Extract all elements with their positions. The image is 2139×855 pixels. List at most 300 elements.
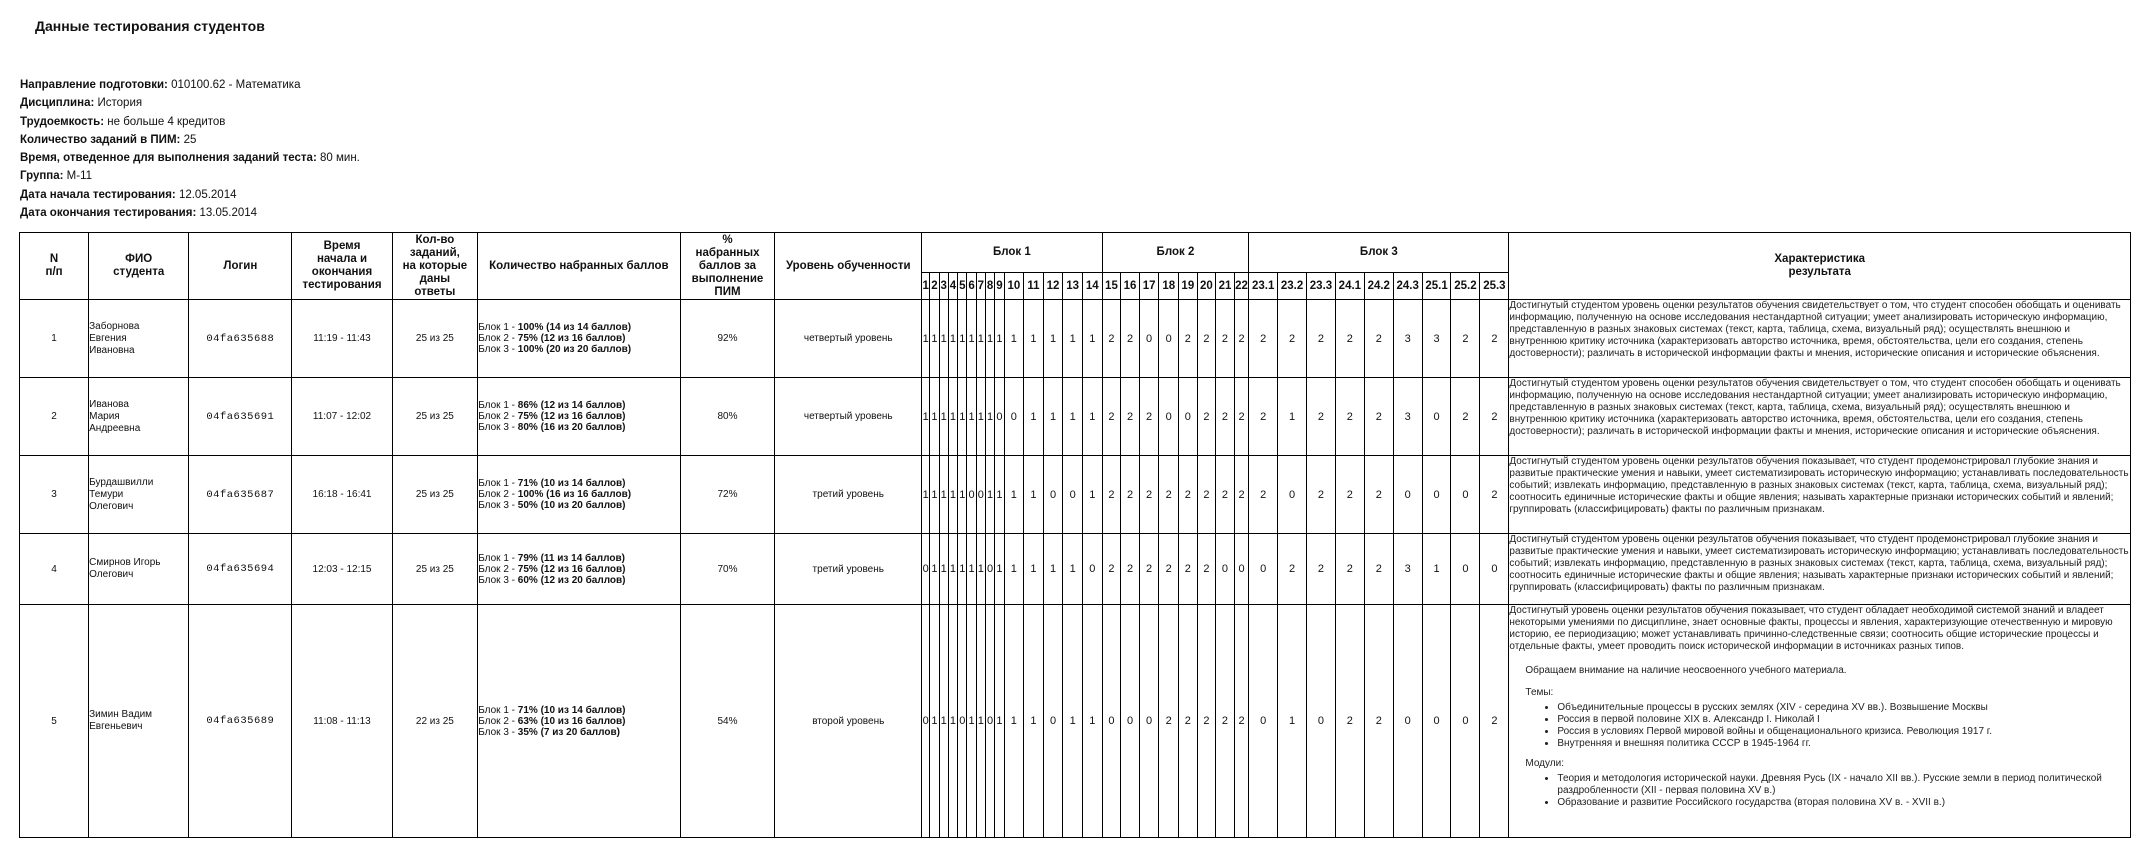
training-level: четвертый уровень — [775, 378, 922, 456]
meta-label: Группа: — [20, 170, 64, 183]
percent-score: 54% — [680, 605, 775, 838]
modules-list — [1509, 773, 2130, 809]
question-score: 3 — [1393, 300, 1422, 378]
header-login: Логин — [189, 233, 292, 300]
question-score: 1 — [1063, 605, 1083, 838]
test-time: 11:19 - 11:43 — [292, 300, 392, 378]
question-score: 0 — [1393, 605, 1422, 838]
header-question: 24.3 — [1393, 273, 1422, 300]
header-question: 10 — [1004, 273, 1024, 300]
question-score: 1 — [948, 456, 957, 534]
header-block-2: Блок 2 — [1102, 233, 1249, 273]
question-score: 1 — [930, 605, 939, 838]
question-score: 1 — [930, 456, 939, 534]
question-score: 0 — [995, 378, 1004, 456]
block-score-line — [478, 489, 679, 500]
question-score: 0 — [1422, 378, 1451, 456]
question-score: 0 — [1004, 378, 1024, 456]
question-score: 0 — [1102, 605, 1121, 838]
question-score: 0 — [967, 456, 976, 534]
header-question: 25.2 — [1451, 273, 1480, 300]
student-name: Иванова Мария Андреевна — [89, 378, 189, 456]
header-question: 23.3 — [1307, 273, 1336, 300]
block-scores — [478, 456, 680, 534]
meta-line — [20, 167, 360, 185]
question-score: 1 — [939, 605, 948, 838]
modules-label: Модули: — [1525, 758, 1564, 769]
header-question: 13 — [1063, 273, 1083, 300]
meta-line — [20, 186, 360, 204]
question-score: 1 — [985, 300, 994, 378]
block-score-label: Блок 3 - — [478, 726, 518, 738]
header-question: 16 — [1121, 273, 1140, 300]
question-score: 0 — [1216, 534, 1235, 605]
question-score: 2 — [1179, 300, 1198, 378]
question-score: 2 — [1197, 534, 1216, 605]
characteristic-text: Достигнутый студентом уровень оценки результатов обучения показывает, что студент продемонстрировал глубокие знания и развитые практические умения и навыки, умеет систематизировать историческую информацию; устанавливать последовательность событий; извлекать информацию, представленную в разных знаковых системах (текст, карта, таблица, схема, визуальный ряд); соотносить единичные исторические факты и общие явления; называть характерные признаки исторических событий и явлений; группировать (классифицировать) факты по различным признакам. — [1509, 534, 2129, 593]
student-name: Зимин Вадим Евгеньевич — [89, 605, 189, 838]
block-score-value: 100% (14 из 14 баллов) — [517, 322, 632, 333]
header-question: 4 — [948, 273, 957, 300]
question-score: 2 — [1234, 300, 1248, 378]
question-score: 2 — [1249, 300, 1278, 378]
result-characteristic — [1509, 300, 2131, 378]
meta-line — [20, 149, 360, 167]
answered-count: 22 из 25 — [392, 605, 478, 838]
module-item: • Образование и развитие Российского государства (вторая половина XV в. - XVII в.) — [1557, 797, 2130, 809]
block-score-label: Блок 3 - — [478, 500, 518, 511]
block-score-line — [478, 322, 679, 333]
question-score: 0 — [1422, 605, 1451, 838]
header-question: 18 — [1159, 273, 1179, 300]
meta-label: Время, отведенное для выполнения заданий теста: — [20, 152, 317, 165]
table-row — [20, 534, 2131, 605]
question-score: 2 — [1364, 456, 1393, 534]
question-score: 1 — [995, 456, 1004, 534]
question-score: 3 — [1393, 534, 1422, 605]
question-score: 2 — [1335, 605, 1364, 838]
question-score: 1 — [948, 605, 957, 838]
header-question: 11 — [1024, 273, 1044, 300]
block-score-label: Блок 2 - — [478, 563, 518, 575]
block-score-value: 86% (12 из 14 баллов) — [517, 400, 626, 411]
question-score: 2 — [1159, 534, 1179, 605]
question-score: 0 — [1159, 378, 1179, 456]
question-score: 0 — [958, 605, 967, 838]
meta-value: 010100.62 - Математика — [171, 79, 301, 91]
question-score: 2 — [1179, 534, 1198, 605]
result-characteristic — [1509, 456, 2131, 534]
training-level: третий уровень — [775, 456, 922, 534]
block-score-value: 80% (16 из 20 баллов) — [517, 422, 626, 433]
table-row — [20, 456, 2131, 534]
question-score: 1 — [1063, 534, 1083, 605]
percent-score: 80% — [680, 378, 775, 456]
block-score-label: Блок 2 - — [478, 489, 518, 500]
question-score: 2 — [1139, 534, 1159, 605]
question-score: 0 — [1063, 456, 1083, 534]
question-score: 1 — [995, 534, 1004, 605]
question-score: 3 — [1393, 378, 1422, 456]
question-score: 1 — [930, 534, 939, 605]
question-score: 1 — [1063, 378, 1083, 456]
question-score: 2 — [1102, 300, 1121, 378]
block-score-label: Блок 3 - — [478, 574, 518, 586]
question-score: 2 — [1216, 456, 1235, 534]
block-score-line — [478, 400, 679, 411]
question-score: 2 — [1249, 378, 1278, 456]
student-login: 04fa635694 — [189, 534, 292, 605]
question-score: 2 — [1307, 534, 1336, 605]
test-time: 16:18 - 16:41 — [292, 456, 392, 534]
question-score: 1 — [967, 300, 976, 378]
question-score: 2 — [1480, 378, 1509, 456]
block-scores — [478, 534, 680, 605]
question-score: 2 — [1364, 300, 1393, 378]
question-score: 2 — [1364, 378, 1393, 456]
question-score: 2 — [1307, 300, 1336, 378]
meta-label: Дата начала тестирования: — [20, 188, 176, 201]
header-question: 8 — [985, 273, 994, 300]
question-score: 2 — [1102, 456, 1121, 534]
question-score: 0 — [1139, 300, 1159, 378]
question-score: 1 — [967, 378, 976, 456]
question-score: 2 — [1451, 300, 1480, 378]
block-score-line — [478, 411, 679, 422]
question-score: 1 — [948, 300, 957, 378]
question-score: 2 — [1102, 378, 1121, 456]
question-score: 1 — [976, 605, 985, 838]
question-score: 1 — [1278, 378, 1307, 456]
header-question: 25.3 — [1480, 273, 1509, 300]
block-score-value: 63% (10 из 16 баллов) — [517, 715, 626, 727]
question-score: 1 — [1024, 300, 1044, 378]
meta-value: М-11 — [66, 170, 93, 183]
header-question: 9 — [995, 273, 1004, 300]
block-score-line — [478, 716, 679, 727]
question-score: 0 — [1480, 534, 1509, 605]
question-score: 1 — [1082, 300, 1102, 378]
question-score: 0 — [976, 456, 985, 534]
answered-count: 25 из 25 — [392, 378, 478, 456]
block-score-value: 75% (12 из 16 баллов) — [517, 563, 626, 575]
block-score-value: 60% (12 из 20 баллов) — [517, 574, 626, 586]
block-score-label: Блок 2 - — [478, 333, 518, 344]
characteristic-text: Достигнутый студентом уровень оценки результатов обучения свидетельствует о том, что студент способен обобщать и оценивать информацию, полученную на основе исследования нестандартной ситуации; умеет анализировать историческую информацию, представленную в разных знаковых системах (текст, карта, таблица, схема, визуальный ряд); осуществлять внешнюю и внутреннюю критику источника (характеризовать авторство источника, время, обстоятельства, цели его создания, степень достоверности); различать в исторической информации факты и мнения, исторические описания и исторические объяснения. — [1509, 300, 2121, 359]
student-name: Заборнова Евгения Ивановна — [89, 300, 189, 378]
question-score: 2 — [1216, 300, 1235, 378]
table-row — [20, 300, 2131, 378]
block-score-label: Блок 1 - — [478, 400, 518, 411]
characteristic-text: Достигнутый уровень оценки результатов обучения показывает, что студент обладает необходимой системой знаний и владеет некоторыми умениями по дисциплине, знает основные факты, процессы и явления, характеризующие отечественную и мировую историю, ее периодизацию; может устанавливать причинно-следственные связи; соотносить общие исторические процессы и отдельные факты, умеет проводить поиск исторической информации в источниках разных типов. — [1509, 605, 2113, 652]
question-score: 1 — [1063, 300, 1083, 378]
block-score-label: Блок 2 - — [478, 715, 518, 727]
row-number: 5 — [20, 605, 89, 838]
question-score: 2 — [1139, 378, 1159, 456]
header-question: 19 — [1179, 273, 1198, 300]
block-score-line — [478, 553, 679, 564]
header-question: 23.2 — [1278, 273, 1307, 300]
block-score-label: Блок 1 - — [478, 704, 518, 716]
question-score: 2 — [1179, 605, 1198, 838]
meta-line — [20, 131, 360, 149]
question-score: 0 — [1043, 605, 1063, 838]
training-level: четвертый уровень — [775, 300, 922, 378]
question-score: 0 — [922, 534, 930, 605]
result-characteristic — [1509, 605, 2131, 838]
question-score: 2 — [1121, 456, 1140, 534]
question-score: 1 — [995, 300, 1004, 378]
question-score: 1 — [930, 300, 939, 378]
student-login: 04fa635687 — [189, 456, 292, 534]
header-question: 20 — [1197, 273, 1216, 300]
meta-value: 13.05.2014 — [199, 207, 258, 220]
question-score: 1 — [1024, 605, 1044, 838]
block-score-value: 71% (10 из 14 баллов) — [517, 478, 626, 489]
header-question: 14 — [1082, 273, 1102, 300]
table-row — [20, 378, 2131, 456]
block-score-line — [478, 564, 679, 575]
row-number: 4 — [20, 534, 89, 605]
question-score: 2 — [1335, 534, 1364, 605]
question-score: 1 — [995, 605, 1004, 838]
question-score: 1 — [1004, 456, 1024, 534]
header-question: 5 — [958, 273, 967, 300]
question-score: 0 — [1393, 456, 1422, 534]
question-score: 1 — [958, 378, 967, 456]
block-scores — [478, 378, 680, 456]
question-score: 2 — [1364, 605, 1393, 838]
meta-line — [20, 204, 360, 222]
header-question: 7 — [976, 273, 985, 300]
question-score: 1 — [1024, 456, 1044, 534]
question-score: 2 — [1159, 456, 1179, 534]
block-score-value: 75% (12 из 16 баллов) — [517, 333, 626, 344]
question-score: 2 — [1335, 456, 1364, 534]
question-score: 1 — [1043, 534, 1063, 605]
question-score: 0 — [1159, 300, 1179, 378]
question-score: 0 — [1451, 605, 1480, 838]
question-score: 2 — [1179, 456, 1198, 534]
test-time: 11:07 - 12:02 — [292, 378, 392, 456]
block-score-line — [478, 705, 679, 716]
question-score: 2 — [1480, 456, 1509, 534]
question-score: 1 — [1278, 605, 1307, 838]
header-level: Уровень обученности — [775, 233, 922, 300]
answered-count: 25 из 25 — [392, 534, 478, 605]
question-score: 1 — [922, 378, 930, 456]
header-points: Количество набранных баллов — [478, 233, 680, 300]
header-question: 1 — [922, 273, 930, 300]
theme-item: • Внутренняя и внешняя политика СССР в 1945-1964 гг. — [1557, 738, 2130, 750]
question-score: 0 — [1179, 378, 1198, 456]
block-scores — [478, 300, 680, 378]
meta-line — [20, 113, 360, 131]
question-score: 1 — [967, 534, 976, 605]
test-time: 12:03 - 12:15 — [292, 534, 392, 605]
meta-label: Количество заданий в ПИМ: — [20, 133, 181, 146]
header-percent: % набранных баллов за выполнение ПИМ — [680, 233, 775, 300]
question-score: 1 — [1082, 605, 1102, 838]
module-item: • Теория и методология исторической науки. Древняя Русь (IX - начало XII вв.). Русские земли в период политической раздробленности (XII - первая половина XV в.) — [1557, 773, 2130, 797]
question-score: 2 — [1335, 378, 1364, 456]
block-score-line — [478, 727, 679, 738]
question-score: 1 — [1082, 456, 1102, 534]
result-characteristic — [1509, 534, 2131, 605]
question-score: 2 — [1139, 456, 1159, 534]
unmastered-note: Обращаем внимание на наличие неосвоенного учебного материала. — [1525, 665, 1847, 676]
header-num: N п/п — [20, 233, 89, 300]
test-time: 11:08 - 11:13 — [292, 605, 392, 838]
question-score: 2 — [1121, 378, 1140, 456]
block-score-value: 50% (10 из 20 баллов) — [517, 500, 626, 511]
block-score-line — [478, 333, 679, 344]
question-score: 0 — [1082, 534, 1102, 605]
question-score: 2 — [1234, 378, 1248, 456]
block-score-label: Блок 1 - — [478, 322, 518, 333]
question-score: 1 — [967, 605, 976, 838]
block-score-label: Блок 2 - — [478, 411, 518, 422]
question-score: 0 — [1422, 456, 1451, 534]
answered-count: 25 из 25 — [392, 300, 478, 378]
block-score-label: Блок 1 - — [478, 552, 518, 564]
question-score: 0 — [1278, 456, 1307, 534]
training-level: второй уровень — [775, 605, 922, 838]
question-score: 2 — [1234, 456, 1248, 534]
meta-value: 25 — [183, 133, 197, 146]
block-score-value: 71% (10 из 14 баллов) — [517, 704, 626, 716]
question-score: 1 — [1082, 378, 1102, 456]
table-row — [20, 605, 2131, 838]
block-score-line — [478, 575, 679, 586]
question-score: 1 — [930, 378, 939, 456]
question-score: 1 — [1043, 300, 1063, 378]
header-question: 3 — [939, 273, 948, 300]
header-question: 24.1 — [1335, 273, 1364, 300]
block-scores — [478, 605, 680, 838]
question-score: 1 — [939, 534, 948, 605]
characteristic-text: Достигнутый студентом уровень оценки результатов обучения свидетельствует о том, что студент способен обобщать и оценивать информацию, полученную на основе исследования нестандартной ситуации; умеет анализировать историческую информацию, представленную в разных знаковых системах (текст, карта, таблица, схема, визуальный ряд); осуществлять внешнюю и внутреннюю критику источника (характеризовать авторство источника, время, обстоятельства, цели его создания, степень достоверности); различать в исторической информации факты и мнения, исторические описания и исторические объяснения. — [1509, 378, 2121, 437]
meta-label: Дата окончания тестирования: — [20, 207, 197, 220]
block-score-label: Блок 3 - — [478, 344, 518, 355]
question-score: 0 — [1043, 456, 1063, 534]
student-login: 04fa635689 — [189, 605, 292, 838]
question-score: 2 — [1216, 605, 1235, 838]
meta-line — [20, 94, 360, 112]
question-score: 2 — [1278, 300, 1307, 378]
row-number: 2 — [20, 378, 89, 456]
header-characteristic: Характеристика результата — [1509, 233, 2131, 300]
header-question: 25.1 — [1422, 273, 1451, 300]
block-score-value: 79% (11 из 14 баллов) — [517, 552, 625, 564]
question-score: 1 — [1043, 378, 1063, 456]
header-question: 24.2 — [1364, 273, 1393, 300]
question-score: 2 — [1307, 456, 1336, 534]
question-score: 1 — [976, 378, 985, 456]
question-score: 1 — [958, 300, 967, 378]
question-score: 1 — [922, 300, 930, 378]
question-score: 1 — [1004, 300, 1024, 378]
characteristic-text: Достигнутый студентом уровень оценки результатов обучения показывает, что студент продемонстрировал глубокие знания и развитые практические умения и навыки, умеет систематизировать историческую информацию; устанавливать последовательность событий; извлекать информацию, представленную в разных знаковых системах (текст, карта, таблица, схема, визуальный ряд); соотносить единичные исторические факты и общие явления; называть характерные признаки исторических событий и явлений; группировать (классифицировать) факты по различным признакам. — [1509, 456, 2129, 515]
header-question: 12 — [1043, 273, 1063, 300]
question-score: 1 — [976, 300, 985, 378]
meta-label: Трудоемкость: — [20, 115, 105, 128]
student-login: 04fa635688 — [189, 300, 292, 378]
question-score: 0 — [1121, 605, 1140, 838]
question-score: 3 — [1422, 300, 1451, 378]
row-number: 1 — [20, 300, 89, 378]
question-score: 0 — [985, 534, 994, 605]
question-score: 2 — [1480, 300, 1509, 378]
row-number: 3 — [20, 456, 89, 534]
answered-count: 25 из 25 — [392, 456, 478, 534]
header-question: 17 — [1139, 273, 1159, 300]
question-score: 1 — [939, 456, 948, 534]
question-score: 1 — [1004, 605, 1024, 838]
question-score: 1 — [958, 456, 967, 534]
header-question: 2 — [930, 273, 939, 300]
header-question: 6 — [967, 273, 976, 300]
theme-item: • Россия в первой половине XIX в. Александр I. Николай I — [1557, 714, 2130, 726]
question-score: 0 — [1451, 534, 1480, 605]
block-score-line — [478, 422, 679, 433]
meta-line — [20, 76, 360, 94]
question-score: 1 — [1422, 534, 1451, 605]
block-score-label: Блок 1 - — [478, 478, 518, 489]
question-score: 2 — [1364, 534, 1393, 605]
block-score-label: Блок 3 - — [478, 422, 518, 433]
question-score: 0 — [1234, 534, 1248, 605]
block-score-line — [478, 344, 679, 355]
meta-value: История — [97, 97, 143, 110]
block-score-value: 100% (20 из 20 баллов) — [517, 344, 632, 355]
question-score: 1 — [1024, 534, 1044, 605]
header-question: 22 — [1234, 273, 1248, 300]
question-score: 2 — [1234, 605, 1248, 838]
question-score: 1 — [922, 456, 930, 534]
question-score: 1 — [948, 534, 957, 605]
question-score: 0 — [922, 605, 930, 838]
question-score: 2 — [1197, 456, 1216, 534]
question-score: 2 — [1197, 378, 1216, 456]
question-score: 2 — [1121, 534, 1140, 605]
student-login: 04fa635691 — [189, 378, 292, 456]
question-score: 1 — [985, 378, 994, 456]
header-block-1: Блок 1 — [922, 233, 1103, 273]
header-question: 15 — [1102, 273, 1121, 300]
question-score: 0 — [1249, 534, 1278, 605]
question-score: 2 — [1121, 300, 1140, 378]
percent-score: 92% — [680, 300, 775, 378]
question-score: 1 — [985, 456, 994, 534]
question-score: 2 — [1335, 300, 1364, 378]
header-question: 21 — [1216, 273, 1235, 300]
header-block-3: Блок 3 — [1249, 233, 1509, 273]
question-score: 1 — [1024, 378, 1044, 456]
header-fio: ФИО студента — [89, 233, 189, 300]
question-score: 1 — [958, 534, 967, 605]
block-score-value: 35% (7 из 20 баллов) — [517, 726, 620, 738]
question-score: 2 — [1307, 378, 1336, 456]
header-time: Время начала и окончания тестирования — [292, 233, 392, 300]
question-score: 2 — [1451, 378, 1480, 456]
page-title: Данные тестирования студентов — [35, 18, 265, 34]
question-score: 0 — [985, 605, 994, 838]
student-name: Смирнов Игорь Олегович — [89, 534, 189, 605]
block-score-line — [478, 500, 679, 511]
question-score: 2 — [1480, 605, 1509, 838]
question-score: 2 — [1102, 534, 1121, 605]
